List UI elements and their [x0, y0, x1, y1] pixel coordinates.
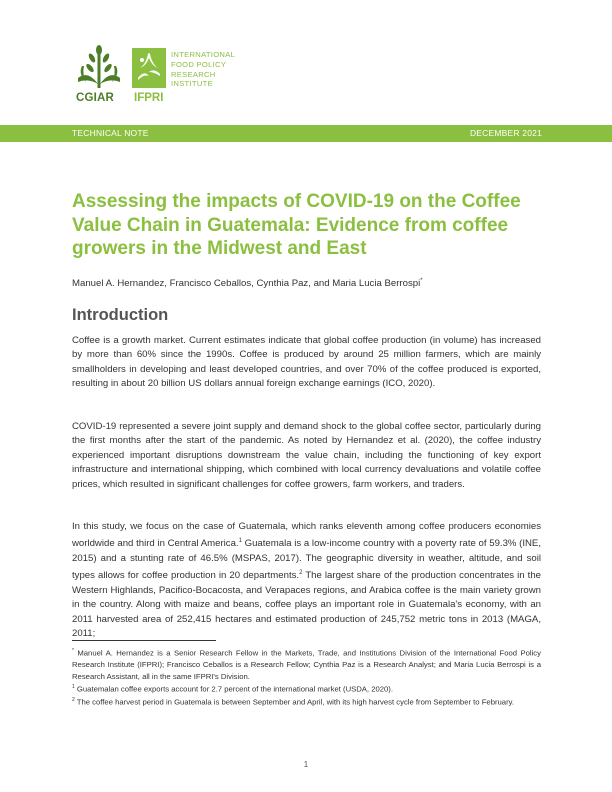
cgiar-wordmark: CGIAR — [76, 92, 115, 104]
paragraph-3 — [72, 520, 541, 642]
document-title: Assessing the impacts of COVID-19 on the Coffee Value Chain in Guatemala: Evidence from coffee growers in the Midwest and East — [72, 191, 521, 259]
ifpri-name-line: INTERNATIONAL — [171, 50, 236, 59]
header-banner — [0, 125, 612, 142]
cgiar-logo-icon — [76, 44, 122, 94]
footnote-text: The coffee harvest period in Guatemala is between September and April, with its high harvest cycle from September to February. — [74, 697, 515, 707]
ifpri-wordmark: IFPRI — [134, 92, 164, 104]
ifpri-full-name — [171, 50, 235, 89]
paragraph-1: Coffee is a growth market. Current estimates indicate that global coffee production (in volume) has increased by more than 60% since the 1990s. Coffee is produced by around 25 million farmers, which are mainly smallholders in developing and least developed countries, and over 70% of the coffee produced is exported, resulting in about 20 billion US dollars annual foreign exchange earnings (ICO, 2020). — [72, 335, 541, 390]
logo-area — [76, 44, 276, 108]
footnote-text: Manuel A. Hernandez is a Senior Research Fellow in the Markets, Trade, and Institutions Division of the International Food Policy Research Institute (IFPRI); Francisco Ceballos is a Research Fellow; Cynthia Paz is a Research Analyst; and Maria Lucia Berrospi is a Research Assistant, all in the same IFPRI's Division. — [72, 648, 541, 681]
footnote-mark: * — [72, 648, 74, 654]
ifpri-name-line: RESEARCH — [171, 69, 216, 79]
ifpri-name-line: FOOD POLICY — [171, 59, 227, 69]
ifpri-name-line: INSTITUTE — [171, 79, 213, 89]
paragraph-3-text: In this study, we focus on the case of Guatemala, which ranks eleventh among coffee producers economies worldwide and third in Central America. — [72, 521, 541, 550]
footnote-2 — [72, 695, 541, 708]
footnote-author — [72, 646, 541, 682]
paragraph-3-text: Guatemala is a low-income country with a poverty rate of 59.3% (INE, 2015) and a stunting rate of 46.5% (MSPAS, 2017). The geographic diversity in weather, altitude, and soil types allows for coffee production in 20 departments. — [72, 538, 541, 582]
author-names: Manuel A. Hernandez, Francisco Ceballos, Cynthia Paz, and Maria Lucia Berrospi — [72, 278, 421, 290]
footnote-ref-2: 2 — [299, 570, 303, 577]
author-footnote-mark: * — [420, 278, 423, 284]
document-date: DECEMBER 2021 — [469, 128, 542, 138]
page-number: 1 — [303, 760, 309, 769]
paragraph-2: COVID-19 represented a severe joint supply and demand shock to the global coffee sector, particularly during the first months after the start of the pandemic. As noted by Hernandez et al. (2020), the coffee industry experienced important disruptions downstream the value chain, including the functioning of key export infrastructure and international shipping, which combined with local currency devaluations and volatile coffee prices, which resulted in significant challenges for coffee growers, farm workers, and traders. — [72, 421, 541, 490]
footnote-mark: 2 — [72, 697, 75, 704]
footnote-1 — [72, 682, 541, 695]
ifpri-logo-icon — [132, 48, 166, 88]
document-type: TECHNICAL NOTE — [72, 128, 149, 138]
footnote-text: Guatemalan coffee exports account for 2.7 percent of the international market (USDA, 2020). — [74, 684, 393, 694]
footnote-ref-1: 1 — [238, 538, 242, 545]
footnote-divider — [72, 640, 216, 641]
paragraph-3-text: The largest share of the production concentrates in the Western Highlands, Pacifico-Bocacosta, and Verapaces regions, and Arabica coffee is the main variety grown in the country. Along with maize and beans, coffee plays an important role in Guatemala's economy, with an 2011 harvested area of 252,415 hectares and estimated production of 245,752 metric tons in 2013 (MAGA, 2011; — [72, 570, 541, 640]
author-line — [72, 278, 542, 289]
footnotes — [72, 646, 541, 708]
footnote-mark: 1 — [72, 684, 75, 691]
section-heading: Introduction — [72, 306, 169, 324]
